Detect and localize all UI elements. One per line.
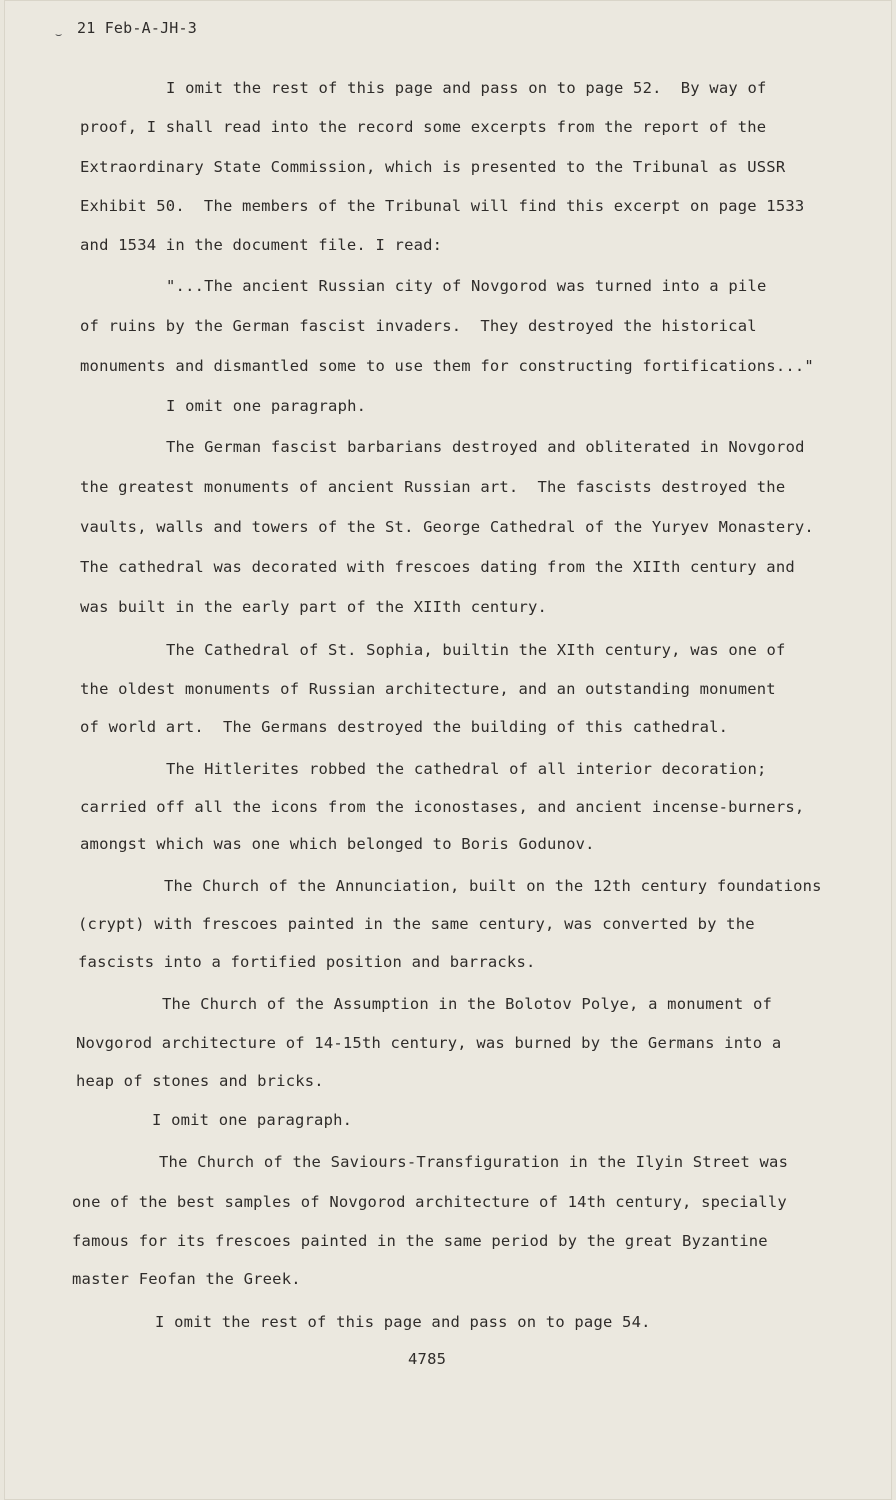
text-line: Extraordinary State Commission, which is presented to the Tribunal as USSR (80, 158, 786, 176)
text-line: heap of stones and bricks. (76, 1072, 324, 1090)
text-line: of world art. The Germans destroyed the building of this cathedral. (80, 718, 729, 736)
text-line: The German fascist barbarians destroyed and obliterated in Novgorod (166, 438, 805, 456)
text-line: The Church of the Saviours-Transfiguration in the Ilyin Street was (159, 1153, 789, 1171)
page-number: 4785 (408, 1350, 447, 1368)
quote-line: of ruins by the German fascist invaders. They destroyed the historical (80, 317, 757, 335)
text-line: vaults, walls and towers of the St. George Cathedral of the Yuryev Monastery. (80, 518, 814, 536)
margin-tick-mark: ⌣ (55, 28, 63, 41)
quote-line: "...The ancient Russian city of Novgorod was turned into a pile (166, 277, 767, 295)
text-line: famous for its frescoes painted in the same period by the great Byzantine (72, 1232, 768, 1250)
typewritten-document (4, 0, 892, 1500)
text-line: master Feofan the Greek. (72, 1270, 301, 1288)
text-line: I omit the rest of this page and pass on to page 52. By way of (166, 79, 767, 97)
text-line: amongst which was one which belonged to Boris Godunov. (80, 835, 595, 853)
text-line: carried off all the icons from the iconostases, and ancient incense-burners, (80, 798, 805, 816)
text-line: proof, I shall read into the record some excerpts from the report of the (80, 118, 767, 136)
text-line: The cathedral was decorated with frescoes dating from the XIIth century and (80, 558, 795, 576)
text-line: was built in the early part of the XIIth century. (80, 598, 548, 616)
document-page (4, 0, 892, 1500)
text-line: I omit one paragraph. (152, 1111, 353, 1129)
text-line: I omit one paragraph. (166, 397, 367, 415)
text-line: fascists into a fortified position and barracks. (78, 953, 536, 971)
text-line: The Hitlerites robbed the cathedral of all interior decoration; (166, 760, 767, 778)
text-line: one of the best samples of Novgorod architecture of 14th century, specially (72, 1193, 787, 1211)
quote-line: monuments and dismantled some to use them for constructing fortifications..." (80, 357, 814, 375)
document-reference: 21 Feb-A-JH-3 (77, 19, 197, 37)
text-line: (crypt) with frescoes painted in the same century, was converted by the (78, 915, 755, 933)
text-line: Exhibit 50. The members of the Tribunal will find this excerpt on page 1533 (80, 197, 805, 215)
text-line: the oldest monuments of Russian architecture, and an outstanding monument (80, 680, 776, 698)
text-line: I omit the rest of this page and pass on to page 54. (155, 1313, 651, 1331)
text-line: the greatest monuments of ancient Russian art. The fascists destroyed the (80, 478, 786, 496)
text-line: The Church of the Assumption in the Bolotov Polye, a monument of (162, 995, 773, 1013)
text-line: The Church of the Annunciation, built on the 12th century foundations (164, 877, 822, 895)
text-line: The Cathedral of St. Sophia, builtin the XIth century, was one of (166, 641, 786, 659)
text-line: and 1534 in the document file. I read: (80, 236, 443, 254)
text-line: Novgorod architecture of 14-15th century, was burned by the Germans into a (76, 1034, 782, 1052)
